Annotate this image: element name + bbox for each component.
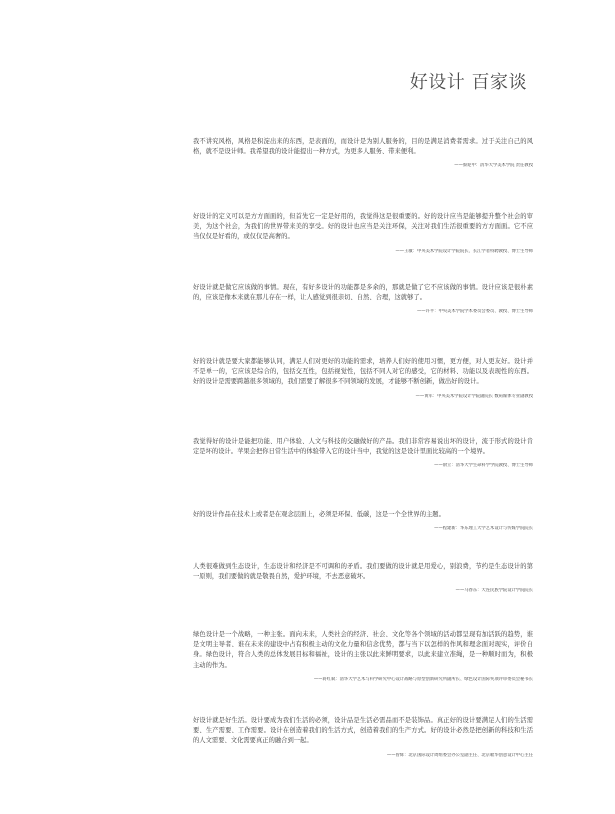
quote-attribution: ——蒋红斌：清华大学艺术与科学研究中心设计战略与原型创新研究所副所长、绿色设计国际奖项评审委员会秘书长 xyxy=(313,676,533,682)
quote-text: 我不讲究风格，风格是积淀出来的东西，是表面的，而设计是为别人服务的，目的是满足消费者需求。过于关注自己的风格，就不是设计师。我希望我的设计能提出一种方式，为更多人服务、带来便利。 xyxy=(193,138,533,156)
quote-text: 好设计就是好生活。设计要成为我们生活的必须，设计品是生活必需品而不是装饰品。真正好的设计要满足人们的生活需要、生产需要、工作需要。设计在创造着我们的生活方式，创造着我们的生产方式。好的设计必然是把创新的科技和生活的人文需要、文化需要真正的融合到一起。 xyxy=(193,717,533,745)
quote-block xyxy=(193,630,533,683)
quote-block xyxy=(193,510,533,532)
quote-attribution: ——俞立：清华大学生命科学学院教授、博士生导师 xyxy=(434,463,533,469)
quote-block xyxy=(193,562,533,594)
quote-attribution: ——曾辉：北京国际设计周组委会办公室副主任、北京歌华创意设计中心主任 xyxy=(386,752,533,758)
quote-attribution: ——许平：中央美术学院学术委员会委员、教授、博士生导师 xyxy=(416,309,533,315)
quote-block xyxy=(193,357,533,400)
quote-text: 好设计的定义可以是方方面面的，但首先它一定是好用的，我觉得这是很重要的。好的设计应当是能够提升整个社会的审美，为这个社会，为我们的世界带来美的享受。好的设计也应当是关注环保，关注对我们生活很重要的方方面面。它不应当仅仅是好看的，或仅仅是高奢的。 xyxy=(193,213,533,241)
quote-attribution: ——王敏：中央美术学院设计学院院长、长江学者特聘教授、博士生导师 xyxy=(395,248,533,254)
quote-text: 我觉得好的设计是能把功能、用户体验、人文与科技的交融做好的产品。我们非常容易说出坏的设计，流于形式的设计肯定是坏的设计。苹果会把你日常生活中的体验带入它的设计当中，我觉的这是设计里面比较高的一个境界。 xyxy=(193,438,533,456)
quote-block xyxy=(193,716,533,759)
quote-block xyxy=(193,212,533,255)
quote-text: 绿色设计是一个战略，一种主张。面向未来，人类社会的经济、社会、文化等各个领域的活动都呈现有加活跃的趋势，谁是文明主导者、谁在未来的建设中占有积极主动的文化力量和信念优势，都与当下以怎样的作风和理念面对现实，评价自身。绿色设计，符合人类的总体发展目标和福祉，设计的主张以此来鲜明要求，以此来建立准绳，是一种顺时而为，积极主动的作为。 xyxy=(193,631,533,669)
quote-text: 好的设计作品在技术上或者是在观念层面上，必须是环保、低碳，这是一个全世界的主题。 xyxy=(193,511,445,518)
page-title: 好设计 百家谈 xyxy=(409,72,527,93)
quote-block xyxy=(193,283,533,315)
quote-column xyxy=(193,0,533,814)
quote-attribution: ——马春东：大连民族学院设计学院院长 xyxy=(455,588,533,594)
quote-attribution: ——程建新：华东理工大学艺术设计与传媒学院院长 xyxy=(434,526,533,532)
quote-block xyxy=(193,437,533,469)
quote-attribution: ——黄军：中央美术学院设计学院副院长 数码媒体专业副教授 xyxy=(415,393,533,399)
quote-text: 人类很难做到生态设计，生态设计和经济是不可调和的矛盾。我们要做的设计就是用爱心，别浪费，节约是生态设计的第一原则，我们要做的就是敬畏自然，爱护环境，不去恶意破坏。 xyxy=(193,563,533,581)
quote-attribution: ——蔡迎中：清华大学美术学院 责任教授 xyxy=(454,163,533,169)
quote-text: 好设计就是做它应该做的事情。现在，有好多设计的功能都是多余的，那就是做了它不应该做的事情。设计应该是很朴素的，应该是像本来就在那儿存在一样，让人感觉到很亲切、自然、合理，这就够了。 xyxy=(193,284,533,302)
quote-block xyxy=(193,137,533,169)
quote-text: 好的设计就是要大家都能够认同，满足人们对更好的功能的需求，培养人们好的使用习惯，更方便，对人更友好。设计并不是单一的，它应该是综合的，包括交互性，包括视觉性，包括不同人对它的感受，它的材料、功能以及表现性的东西。好的设计是需要跨越很多领域的，我们需要了解很多不同领域的发展，才能够不断创新，做出好的设计。 xyxy=(193,358,533,386)
